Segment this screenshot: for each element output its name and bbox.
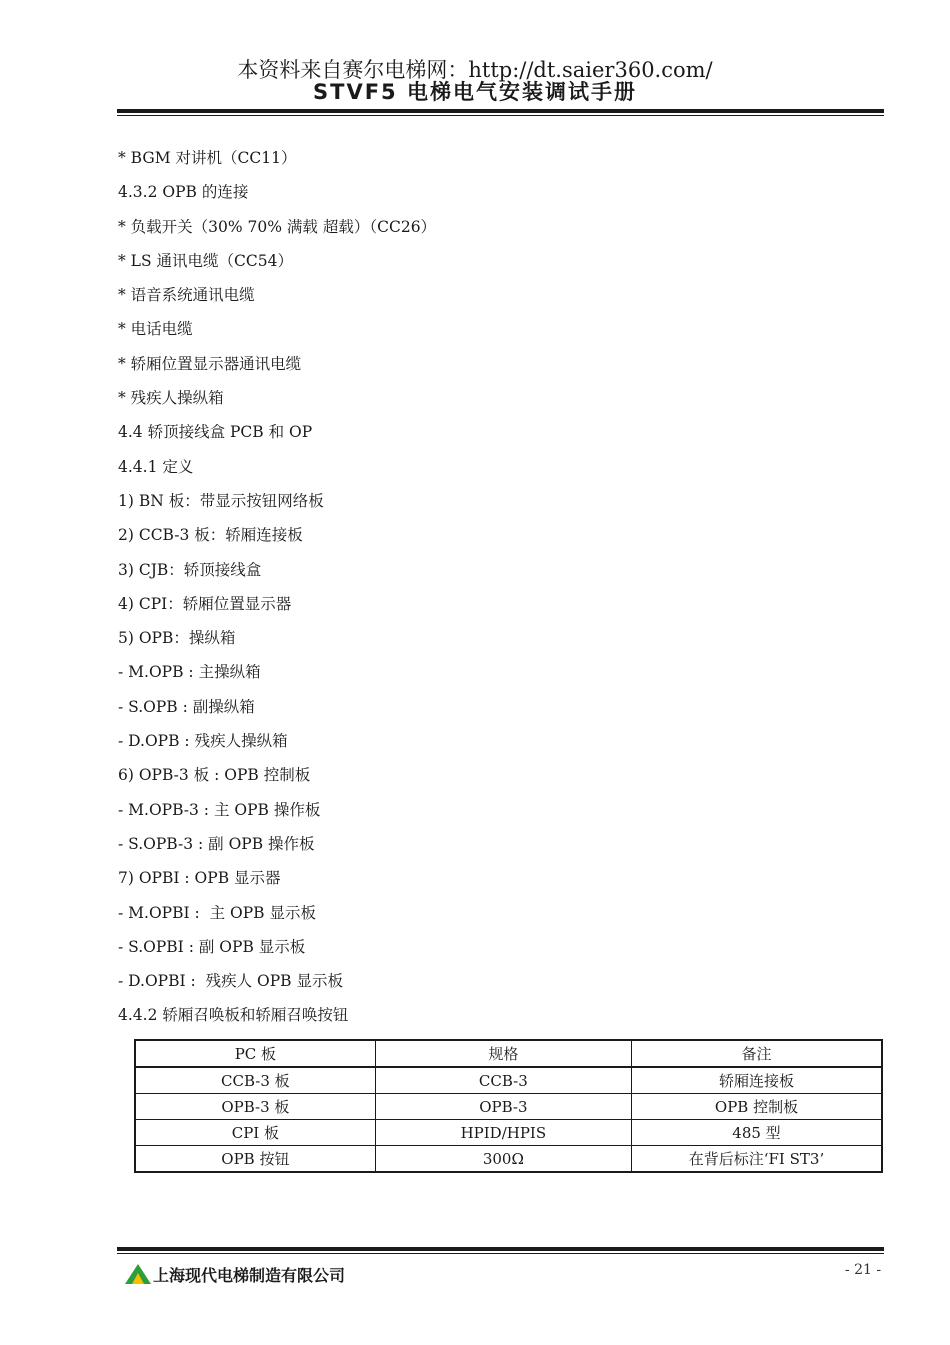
section-heading: 4.4 轿顶接线盒 PCB 和 OP — [118, 423, 313, 442]
definition-item: 2) CCB-3 板：轿厢连接板 — [118, 526, 303, 545]
table-cell: HPID/HPIS — [375, 1120, 631, 1146]
pcb-spec-table — [134, 1039, 883, 1173]
table-cell: OPB-3 — [375, 1094, 631, 1120]
table-cell: 在背后标注‘FI ST3’ — [631, 1146, 882, 1173]
footer-rule-thin — [117, 1253, 884, 1254]
definition-item: 4) CPI：轿厢位置显示器 — [118, 594, 292, 613]
table-cell: CPI 板 — [135, 1120, 375, 1146]
table-row — [135, 1067, 882, 1094]
definition-subitem: - M.OPB-3 : 主 OPB 操作板 — [118, 800, 321, 819]
body-text — [118, 146, 878, 1038]
definition-item: 7) OPBI : OPB 显示器 — [118, 869, 281, 888]
section-heading: 4.4.2 轿厢召唤板和轿厢召唤按钮 — [118, 1006, 349, 1025]
body-line: * 负载开关（30% 70% 满载 超载）（CC26） — [118, 217, 437, 236]
table-row — [135, 1120, 882, 1146]
table-cell: OPB 控制板 — [631, 1094, 882, 1120]
table-cell: 轿厢连接板 — [631, 1067, 882, 1094]
body-line: * 电话电缆 — [118, 320, 193, 339]
table-cell: OPB 按钮 — [135, 1146, 375, 1173]
definition-subitem: - S.OPB-3 : 副 OPB 操作板 — [118, 834, 315, 853]
header-rule-thin — [117, 115, 884, 116]
definition-subitem: - D.OPBI : 残疾人 OPB 显示板 — [118, 972, 344, 991]
table-cell: CCB-3 板 — [135, 1067, 375, 1094]
definition-subitem: - M.OPB : 主操纵箱 — [118, 663, 261, 682]
table-cell: CCB-3 — [375, 1067, 631, 1094]
definition-item: 6) OPB-3 板 : OPB 控制板 — [118, 766, 311, 785]
document-title: STVF5 电梯电气安装调试手册 — [313, 80, 637, 104]
body-line: * BGM 对讲机（CC11） — [118, 149, 297, 167]
body-line: * 残疾人操纵箱 — [118, 389, 224, 408]
definition-item: 3) CJB：轿顶接线盒 — [118, 560, 262, 579]
table-row — [135, 1146, 882, 1173]
footer-rule-thick — [117, 1247, 884, 1251]
definition-subitem: - D.OPB : 残疾人操纵箱 — [118, 732, 288, 751]
page-number: - 21 - — [844, 1262, 882, 1278]
table-header-cell: 规格 — [375, 1040, 631, 1067]
section-heading: 4.4.1 定义 — [118, 457, 194, 476]
definition-subitem: - M.OPBI : 主 OPB 显示板 — [118, 903, 316, 922]
table-header-row — [135, 1040, 882, 1067]
body-line: * 语音系统通讯电缆 — [118, 286, 255, 305]
source-line: 本资料来自赛尔电梯网：http://dt.saier360.com/ — [237, 58, 713, 82]
table-cell: OPB-3 板 — [135, 1094, 375, 1120]
company-name: 上海现代电梯制造有限公司 — [153, 1266, 346, 1285]
table-row — [135, 1094, 882, 1120]
table-header-cell: 备注 — [631, 1040, 882, 1067]
triangle-logo-icon — [125, 1264, 151, 1284]
table-cell: 485 型 — [631, 1120, 882, 1146]
header-rule-thick — [117, 109, 884, 113]
section-heading: 4.3.2 OPB 的连接 — [118, 183, 249, 202]
definition-subitem: - S.OPBI : 副 OPB 显示板 — [118, 937, 306, 956]
definition-subitem: - S.OPB : 副操纵箱 — [118, 697, 255, 716]
table-cell: 300Ω — [375, 1146, 631, 1173]
body-line: * 轿厢位置显示器通讯电缆 — [118, 354, 302, 373]
body-line: * LS 通讯电缆（CC54） — [118, 251, 293, 270]
table-header-cell: PC 板 — [135, 1040, 375, 1067]
definition-item: 5) OPB：操纵箱 — [118, 629, 236, 648]
definition-item: 1) BN 板：带显示按钮网络板 — [118, 491, 324, 510]
